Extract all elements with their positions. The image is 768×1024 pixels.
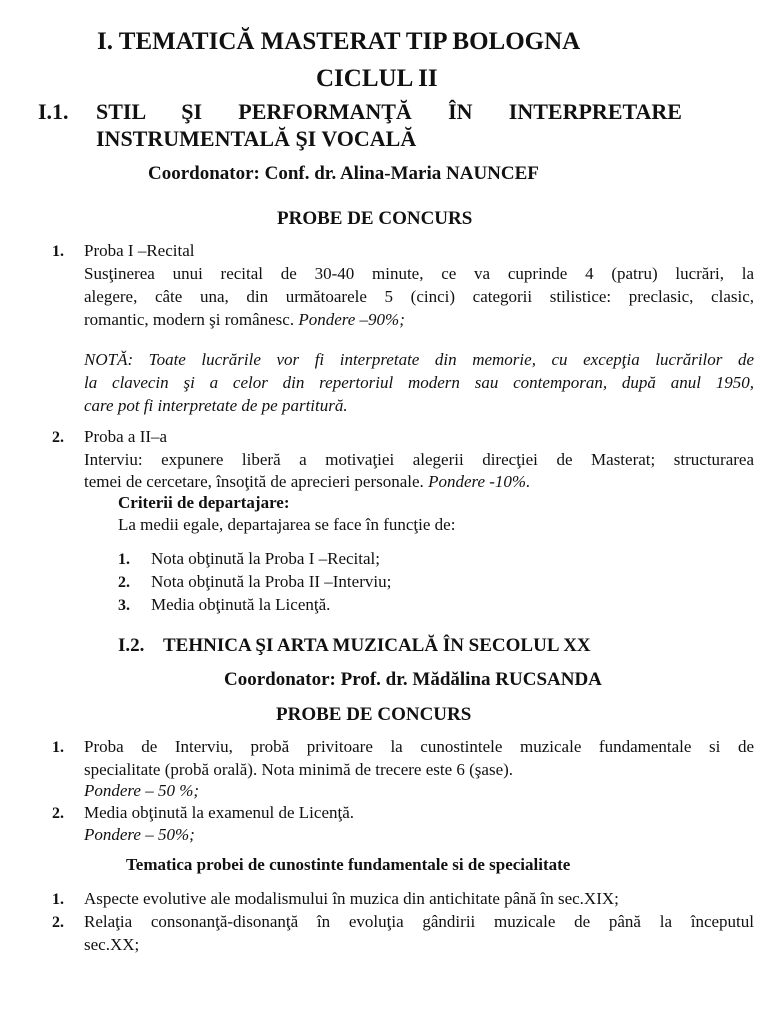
item-text-line: alegere, câte una, din următoarele 5 (cinci) categorii stilistice: preclasic, clasic, (84, 287, 754, 306)
section1-heading-line2: INSTRUMENTALĂ ŞI VOCALĂ (96, 126, 417, 151)
item-text-line (84, 310, 405, 330)
criteria-number: 2. (118, 574, 130, 591)
criteria-title: Criterii de departajare: (118, 493, 290, 512)
list-item-number: 2. (52, 914, 64, 931)
item-text-line: Media obţinută la examenul de Licenţă. (84, 803, 355, 822)
item-text-line: Proba de Interviu, probă privitoare la cunostintele muzicale fundamentale si de (84, 737, 754, 756)
item-weight: Pondere -10%. (428, 472, 531, 491)
criteria-item: Nota obţinută la Proba II –Interviu; (151, 572, 392, 591)
tematica-title: Tematica probei de cunostinte fundamentale si de specialitate (126, 855, 571, 874)
list-item-number: 1. (52, 891, 64, 908)
criteria-item: Media obţinută la Licenţă. (151, 595, 331, 614)
section1-heading-line1: STIL ŞI PERFORMANŢĂ ÎN INTERPRETARE (96, 99, 682, 124)
item-text: romantic, modern şi românesc. (84, 310, 295, 329)
criteria-number: 3. (118, 597, 130, 614)
item-text-line (84, 472, 530, 492)
item-weight: Pondere –90%; (298, 310, 405, 329)
criteria-number: 1. (118, 551, 130, 568)
item-text: temei de cercetare, însoţită de aprecieri personale. (84, 472, 424, 491)
list-item-number: 2. (52, 805, 64, 822)
section2-heading: TEHNICA ŞI ARTA MUZICALĂ ÎN SECOLUL XX (163, 635, 591, 656)
list-item-number: 1. (52, 739, 64, 756)
section1-probe-title: PROBE DE CONCURS (277, 208, 473, 229)
criteria-intro: La medii egale, departajarea se face în funcţie de: (118, 515, 456, 534)
section1-coordinator: Coordonator: Conf. dr. Alina-Maria NAUNCEF (148, 163, 539, 184)
item-weight: Pondere – 50%; (84, 825, 195, 844)
item-title: Proba I –Recital (84, 241, 195, 260)
criteria-item: Nota obţinută la Proba I –Recital; (151, 549, 380, 568)
item-title: Proba a II–a (84, 427, 168, 446)
section1-number: I.1. (38, 99, 69, 124)
section2-coordinator: Coordonator: Prof. dr. Mădălina RUCSANDA (224, 669, 602, 690)
tematica-item: sec.XX; (84, 935, 140, 954)
note-line: NOTĂ: Toate lucrările vor fi interpretate din memorie, cu excepţia lucrărilor de (84, 350, 754, 369)
list-item-number: 1. (52, 243, 64, 260)
item-text-line: Susţinerea unui recital de 30-40 minute, ce va cuprinde 4 (patru) lucrări, la (84, 264, 754, 283)
page-title: I. TEMATICĂ MASTERAT TIP BOLOGNA (97, 28, 581, 55)
list-item-number: 2. (52, 429, 64, 446)
item-text-line: Interviu: expunere liberă a motivaţiei alegerii direcţiei de Masterat; structurarea (84, 450, 754, 469)
item-text-line: specialitate (probă orală). Nota minimă de trecere este 6 (şase). (84, 760, 514, 779)
page-subtitle: CICLUL II (316, 65, 438, 92)
item-weight: Pondere – 50 %; (84, 781, 200, 800)
tematica-item: Aspecte evolutive ale modalismului în muzica din antichitate până în sec.XIX; (84, 889, 619, 908)
tematica-item: Relaţia consonanţă-disonanţă în evoluţia gândirii muzicale de până la începutul (84, 912, 754, 931)
note-line: la clavecin şi a celor din repertoriul modern sau contemporan, după anul 1950, (84, 373, 754, 392)
section2-number: I.2. (118, 635, 145, 656)
note-line: care pot fi interpretate de pe partitură. (84, 396, 348, 415)
section2-probe-title: PROBE DE CONCURS (276, 704, 472, 725)
